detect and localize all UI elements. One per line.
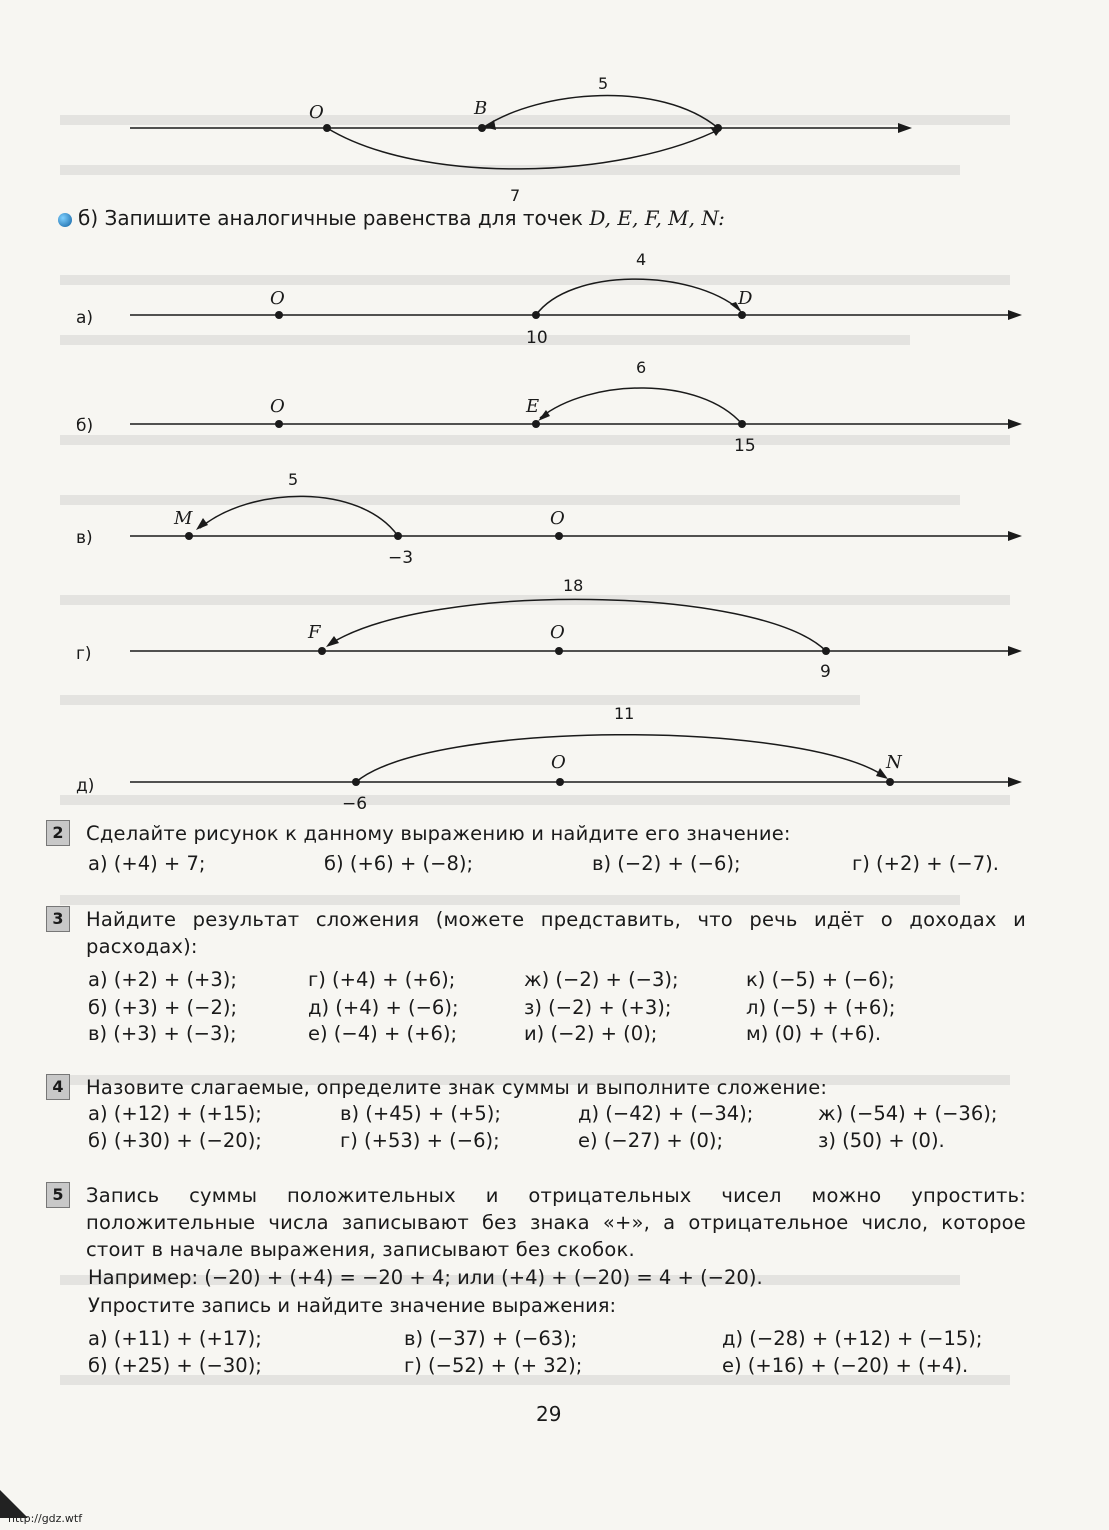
task-3-item: к) (−5) + (−6); (746, 968, 895, 991)
task-4-item: ж) (−54) + (−36); (818, 1102, 998, 1125)
number-line-a (0, 250, 1109, 350)
task-3 (46, 906, 1046, 1056)
task-5 (46, 1182, 1046, 1382)
line-a-arc: 4 (636, 250, 647, 269)
task-4-item: в) (+45) + (+5); (340, 1102, 501, 1125)
line-g-origin: O (550, 622, 565, 643)
task-3-item: д) (+4) + (−6); (308, 996, 459, 1019)
line-v-point: M (174, 508, 193, 529)
task-3-item: а) (+2) + (+3); (88, 968, 237, 991)
task-5-number: 5 (46, 1182, 70, 1208)
line-v-value: −3 (388, 548, 414, 568)
task-4-text: Назовите слагаемые, определите знак суммы и выполните сложение: (86, 1076, 828, 1099)
number-line-d (0, 700, 1109, 820)
task-4-item: г) (+53) + (−6); (340, 1129, 500, 1152)
line-g-value: 9 (820, 662, 831, 682)
task-3-item: е) (−4) + (+6); (308, 1022, 458, 1045)
task-3-item: г) (+4) + (+6); (308, 968, 456, 991)
line-a-value: 10 (526, 328, 548, 348)
task-5-item: б) (+25) + (−30); (88, 1354, 262, 1377)
point-B-label: B (474, 98, 488, 119)
task-4-item: б) (+30) + (−20); (88, 1129, 262, 1152)
task-5-example: Например: (−20) + (+4) = −20 + 4; или (+4) + (−20) = 4 + (−20). (88, 1266, 763, 1289)
task-3-item: ж) (−2) + (−3); (524, 968, 679, 991)
task-4-item: з) (50) + (0). (818, 1129, 945, 1152)
globe-icon (58, 213, 72, 227)
task-3-item: м) (0) + (+6). (746, 1022, 882, 1045)
arc-label-top: 5 (598, 74, 609, 93)
footer-link[interactable]: http://gdz.wtf (8, 1512, 83, 1525)
task-4-item: д) (−42) + (−34); (578, 1102, 754, 1125)
line-g-arc: 18 (563, 576, 584, 595)
task-4-item: а) (+12) + (+15); (88, 1102, 262, 1125)
task-2-text: Сделайте рисунок к данному выражению и найдите его значение: (86, 822, 791, 845)
line-v-origin: O (550, 508, 565, 529)
task-5-item: в) (−37) + (−63); (404, 1327, 578, 1350)
task-2-item: г) (+2) + (−7). (852, 852, 999, 875)
task-3-text: Найдите результат сложения (можете представить, что речь идёт о доходах и расходах): (86, 908, 1026, 958)
line-d-value: −6 (342, 794, 368, 814)
line-d-tag: д) (76, 776, 95, 796)
arc-label-bottom: 7 (510, 186, 521, 205)
number-line-g (0, 576, 1109, 686)
line-g-tag: г) (76, 644, 92, 664)
line-b-value: 15 (734, 436, 756, 456)
line-a-tag: а) (76, 308, 94, 328)
task-3-item: в) (+3) + (−3); (88, 1022, 237, 1045)
subtask-marker: б) (78, 206, 99, 230)
task-2-item: а) (+4) + 7; (88, 852, 206, 875)
line-a-point: D (738, 288, 753, 309)
task-5-item: д) (−28) + (+12) + (−15); (722, 1327, 983, 1350)
task-5-text: Запись суммы положительных и отрицательных чисел можно упростить: положительные числа записывают без знака «+», а отрицательное число, которое стоит в начале выражения, записывают без скобок. (86, 1184, 1026, 1261)
top-number-line (0, 70, 1109, 205)
subtask-points: D, E, F, M, N: (589, 206, 725, 230)
task-2-number: 2 (46, 820, 70, 846)
line-d-point: N (886, 752, 902, 773)
task-4 (46, 1074, 1046, 1164)
line-v-tag: в) (76, 528, 93, 548)
task-3-item: и) (−2) + (0); (524, 1022, 658, 1045)
line-d-arc: 11 (614, 704, 635, 723)
task-4-item: е) (−27) + (0); (578, 1129, 724, 1152)
point-O-label: O (309, 102, 324, 123)
subtask-heading (58, 206, 725, 230)
subtask-text: Запишите аналогичные равенства для точек (104, 206, 583, 230)
task-3-number: 3 (46, 906, 70, 932)
task-5-item: г) (−52) + (+ 32); (404, 1354, 583, 1377)
task-5-item: е) (+16) + (−20) + (+4). (722, 1354, 969, 1377)
line-b-origin: O (270, 396, 285, 417)
line-v-arc: 5 (288, 470, 299, 489)
task-2-item: б) (+6) + (−8); (324, 852, 474, 875)
line-g-point: F (308, 622, 321, 643)
task-4-number: 4 (46, 1074, 70, 1100)
line-b-tag: б) (76, 416, 94, 436)
line-b-arc: 6 (636, 358, 647, 377)
task-3-item: л) (−5) + (+6); (746, 996, 896, 1019)
line-d-origin: O (551, 752, 566, 773)
page-number: 29 (536, 1402, 562, 1426)
number-line-v (0, 468, 1109, 568)
task-3-item: б) (+3) + (−2); (88, 996, 238, 1019)
task-5-item: а) (+11) + (+17); (88, 1327, 262, 1350)
task-2 (46, 820, 1046, 890)
task-5-instruction: Упростите запись и найдите значение выражения: (88, 1294, 617, 1317)
line-a-origin: O (270, 288, 285, 309)
line-b-point: E (526, 396, 540, 417)
number-line-b (0, 358, 1109, 458)
task-3-item: з) (−2) + (+3); (524, 996, 672, 1019)
task-2-item: в) (−2) + (−6); (592, 852, 741, 875)
